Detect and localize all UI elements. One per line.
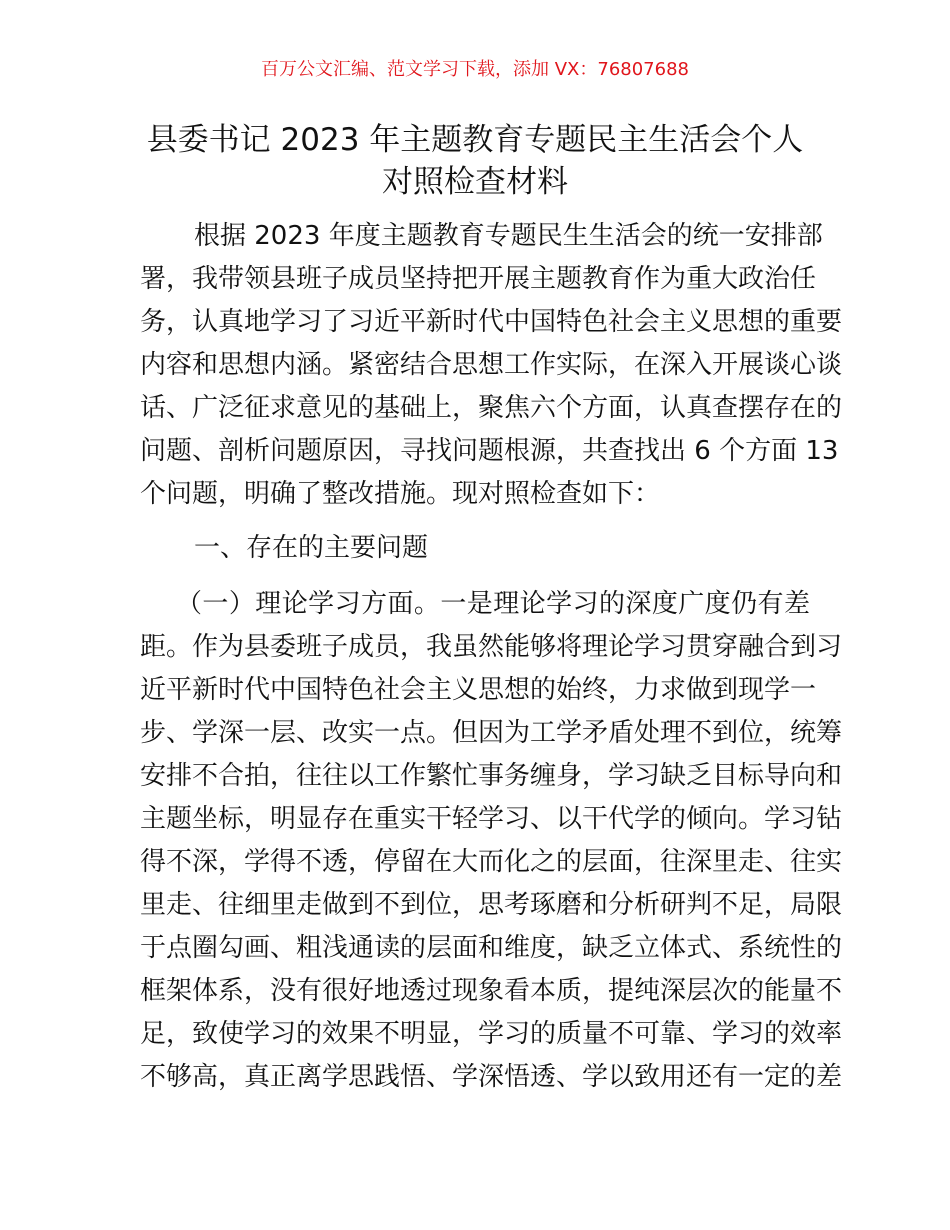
text-line: 得不深，学得不透，停留在大而化之的层面，往深里走、往实 [140, 847, 843, 877]
text-line: 话、广泛征求意见的基础上，聚焦六个方面，认真查摆存在的 [140, 393, 843, 423]
document-title-line-1: 县委书记 2023 年主题教育专题民主生活会个人 [146, 122, 804, 158]
text-line: 务，认真地学习了习近平新时代中国特色社会主义思想的重要 [140, 307, 843, 337]
section-heading: 一、存在的主要问题 [194, 533, 429, 563]
text-line: 里走、往细里走做到不到位，思考琢磨和分析研判不足，局限 [140, 890, 843, 920]
text-line: 个问题，明确了整改措施。现对照检查如下： [140, 479, 661, 509]
text-line: 距。作为县委班子成员，我虽然能够将理论学习贯穿融合到习 [140, 632, 843, 662]
text-line: 步、学深一层、改实一点。但因为工学矛盾处理不到位，统筹 [140, 718, 843, 748]
text-line: 安排不合拍，往往以工作繁忙事务缠身，学习缺乏目标导向和 [140, 761, 843, 791]
text-line: 署，我带领县班子成员坚持把开展主题教育作为重大政治任 [140, 264, 817, 294]
text-line: 不够高，真正离学思践悟、学深悟透、学以致用还有一定的差 [140, 1062, 843, 1092]
text-line: 近平新时代中国特色社会主义思想的始终，力求做到现学一 [140, 675, 817, 705]
text-line: 于点圈勾画、粗浅通读的层面和维度，缺乏立体式、系统性的 [140, 933, 843, 963]
text-line: 问题、剖析问题原因，寻找问题根源，共查找出 6 个方面 13 [140, 436, 839, 466]
document-title-line-2: 对照检查材料 [382, 164, 568, 200]
text-line: 根据 2023 年度主题教育专题民生生活会的统一安排部 [194, 221, 823, 251]
text-line: 框架体系，没有很好地透过现象看本质，提纯深层次的能量不 [140, 976, 843, 1006]
watermark-header: 百万公文汇编、范文学习下载，添加 VX：76807688 [261, 59, 689, 80]
text-line: （一）理论学习方面。一是理论学习的深度广度仍有差 [176, 589, 810, 619]
text-line: 足，致使学习的效果不明显，学习的质量不可靠、学习的效率 [140, 1019, 843, 1049]
text-line: 内容和思想内涵。紧密结合思想工作实际，在深入开展谈心谈 [140, 350, 843, 380]
text-line: 主题坐标，明显存在重实干轻学习、以干代学的倾向。学习钻 [140, 804, 843, 834]
